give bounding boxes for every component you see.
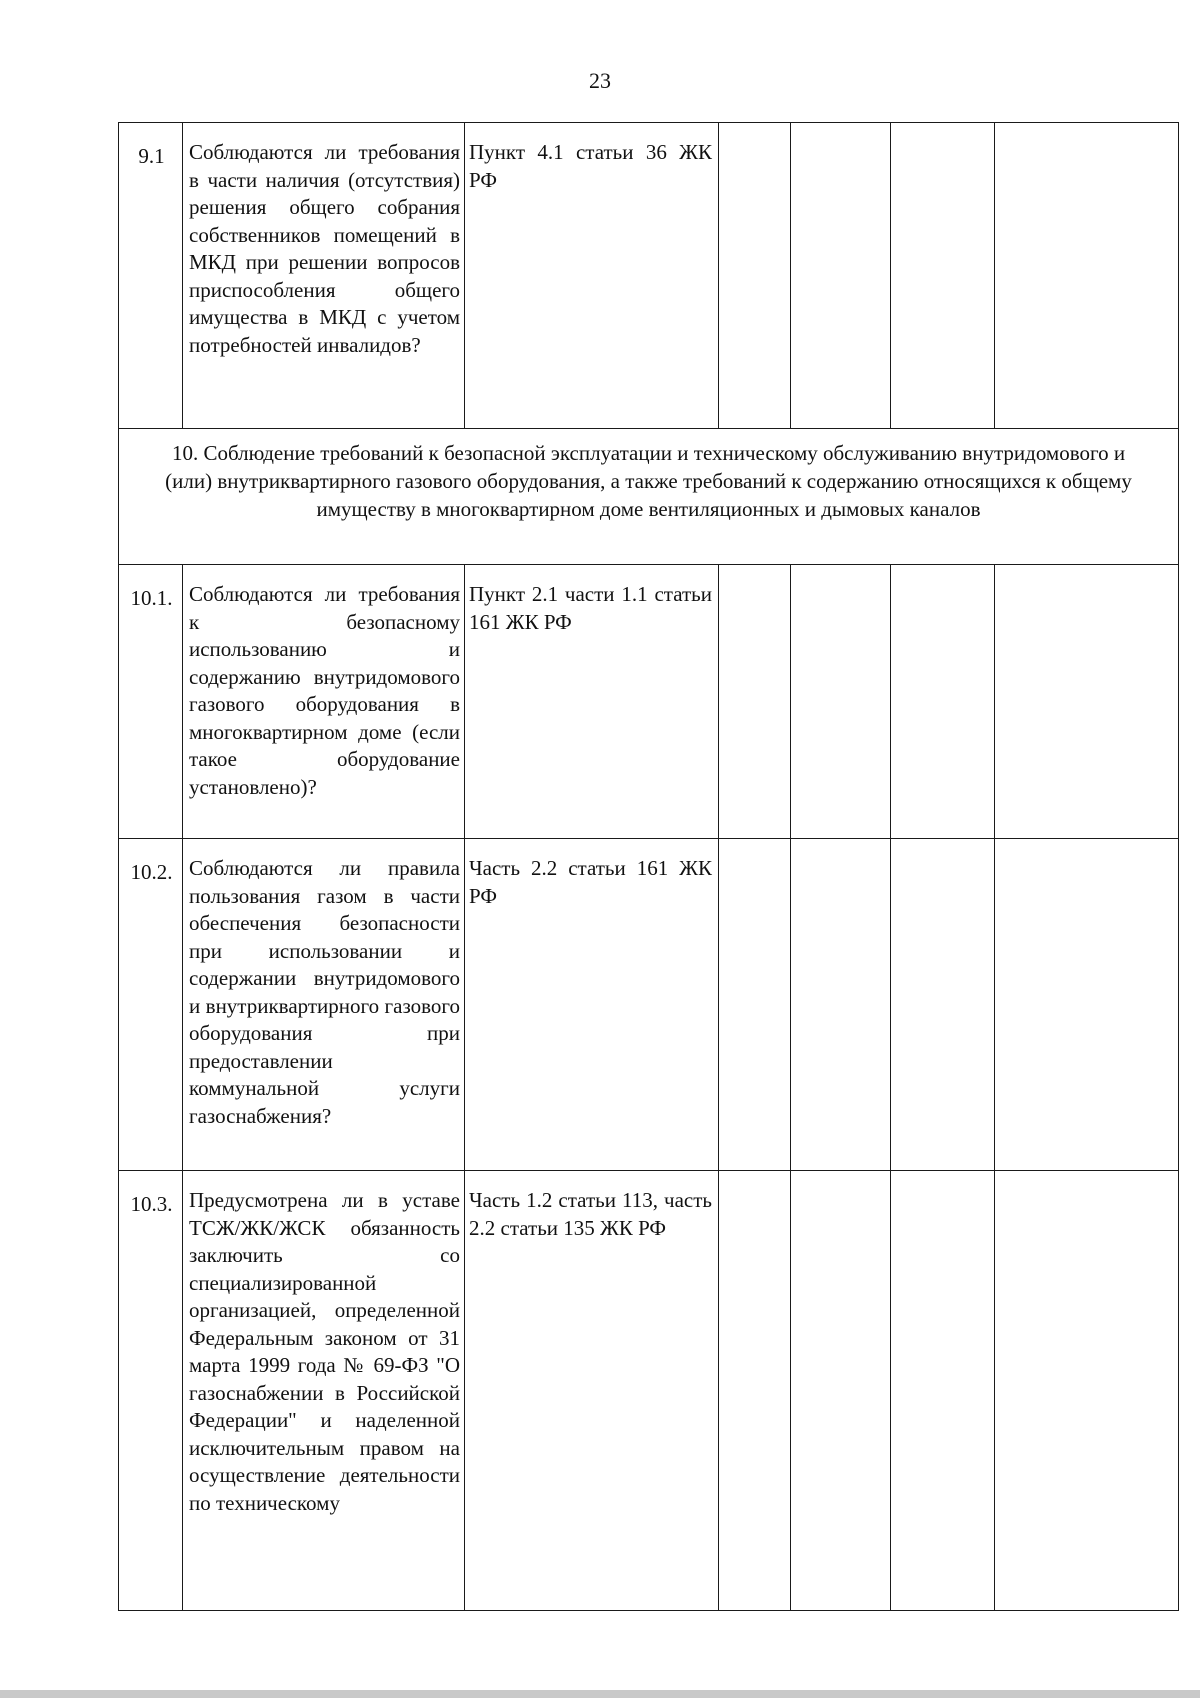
answer-cell-note xyxy=(995,1171,1179,1611)
requirement-question: Соблюдаются ли требования в части наличия (отсутствия) решения общего собрания собственников помещений в МКД при решении вопросов приспособления общего имущества в МКД с учетом потребностей инвалидов? xyxy=(183,123,465,429)
checklist-table xyxy=(118,122,1179,1611)
section-header: 10. Соблюдение требований к безопасной эксплуатации и техническому обслуживанию внутридомового и (или) внутриквартирного газового оборудования, а также требований к содержанию относящихся к общему имуществу в многоквартирном доме вентиляционных и дымовых каналов xyxy=(119,429,1179,565)
answer-cell-yes xyxy=(719,123,791,429)
answer-cell-yes xyxy=(719,1171,791,1611)
answer-cell-not-applicable xyxy=(891,1171,995,1611)
answer-cell-no xyxy=(791,565,891,839)
answer-cell-no xyxy=(791,839,891,1171)
legal-reference: Часть 1.2 статьи 113, часть 2.2 статьи 135 ЖК РФ xyxy=(465,1171,719,1611)
table-row xyxy=(119,1171,1179,1611)
answer-cell-note xyxy=(995,123,1179,429)
answer-cell-not-applicable xyxy=(891,123,995,429)
answer-cell-yes xyxy=(719,565,791,839)
answer-cell-note xyxy=(995,839,1179,1171)
answer-cell-not-applicable xyxy=(891,839,995,1171)
scan-bottom-edge xyxy=(0,1690,1200,1698)
table-row xyxy=(119,839,1179,1171)
legal-reference: Часть 2.2 статьи 161 ЖК РФ xyxy=(465,839,719,1171)
table-row xyxy=(119,565,1179,839)
row-number: 10.1. xyxy=(119,565,183,839)
section-row xyxy=(119,429,1179,565)
answer-cell-yes xyxy=(719,839,791,1171)
row-number: 10.2. xyxy=(119,839,183,1171)
requirement-question: Соблюдаются ли требования к безопасному использованию и содержанию внутридомового газового оборудования в многоквартирном доме (если такое оборудование установлено)? xyxy=(183,565,465,839)
answer-cell-no xyxy=(791,123,891,429)
requirement-question: Соблюдаются ли правила пользования газом в части обеспечения безопасности при использовании и содержании внутридомового и внутриквартирного газового оборудования при предоставлении коммунальной услуги газоснабжения? xyxy=(183,839,465,1171)
answer-cell-not-applicable xyxy=(891,565,995,839)
page-number: 23 xyxy=(589,68,611,93)
requirement-question: Предусмотрена ли в уставе ТСЖ/ЖК/ЖСК обязанность заключить со специализированной организацией, определенной Федеральным законом от 31 марта 1999 года № 69-ФЗ "О газоснабжении в Российской Федерации" и наделенной исключительным правом на осуществление деятельности по техническому xyxy=(183,1171,465,1611)
row-number: 9.1 xyxy=(119,123,183,429)
answer-cell-no xyxy=(791,1171,891,1611)
legal-reference: Пункт 4.1 статьи 36 ЖК РФ xyxy=(465,123,719,429)
legal-reference: Пункт 2.1 части 1.1 статьи 161 ЖК РФ xyxy=(465,565,719,839)
answer-cell-note xyxy=(995,565,1179,839)
table-row xyxy=(119,123,1179,429)
row-number: 10.3. xyxy=(119,1171,183,1611)
